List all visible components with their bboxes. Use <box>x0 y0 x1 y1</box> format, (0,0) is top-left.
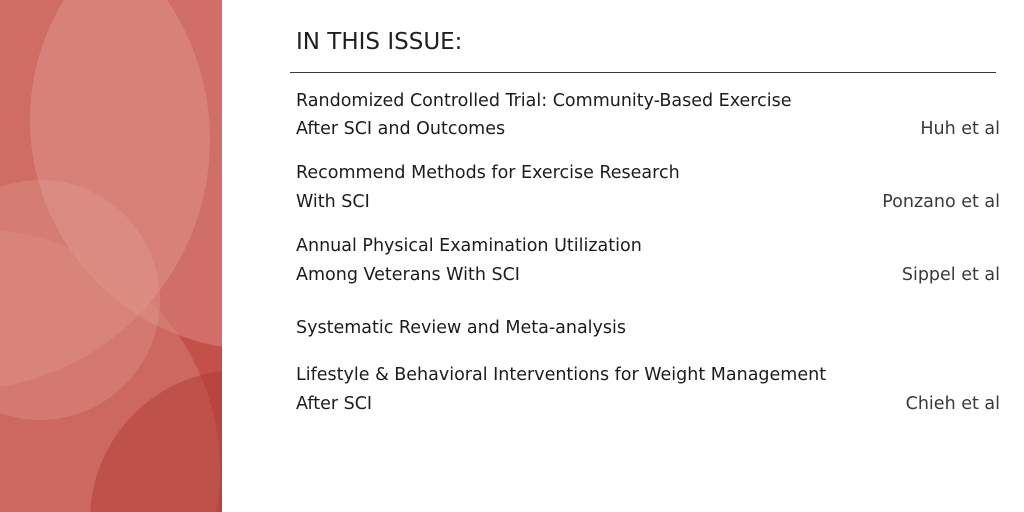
entry-title-line: Annual Physical Examination Utilization <box>296 236 642 256</box>
toc-heading: IN THIS ISSUE: <box>296 29 463 55</box>
heading-divider <box>290 72 996 73</box>
entry-author: Huh et al <box>920 119 1000 139</box>
entry-title-line: After SCI <box>296 394 373 414</box>
entry-title-line: Among Veterans With SCI <box>296 265 520 285</box>
entry-title-line: Randomized Controlled Trial: Community-Based Exercise <box>296 91 792 111</box>
entry-title-line: Systematic Review and Meta-analysis <box>296 318 626 338</box>
decorative-side-panel <box>0 0 222 512</box>
side-panel-art <box>0 0 222 512</box>
entry-author: Chieh et al <box>905 394 1000 414</box>
entry-author: Sippel et al <box>901 265 1000 285</box>
table-of-contents <box>296 0 1000 512</box>
entry-title-line: With SCI <box>296 192 370 212</box>
entry-title-line: Recommend Methods for Exercise Research <box>296 163 680 183</box>
entry-author: Ponzano et al <box>882 192 1000 212</box>
entry-title-line: After SCI and Outcomes <box>296 119 506 139</box>
entry-title-line: Lifestyle & Behavioral Interventions for Weight Management <box>296 365 827 385</box>
